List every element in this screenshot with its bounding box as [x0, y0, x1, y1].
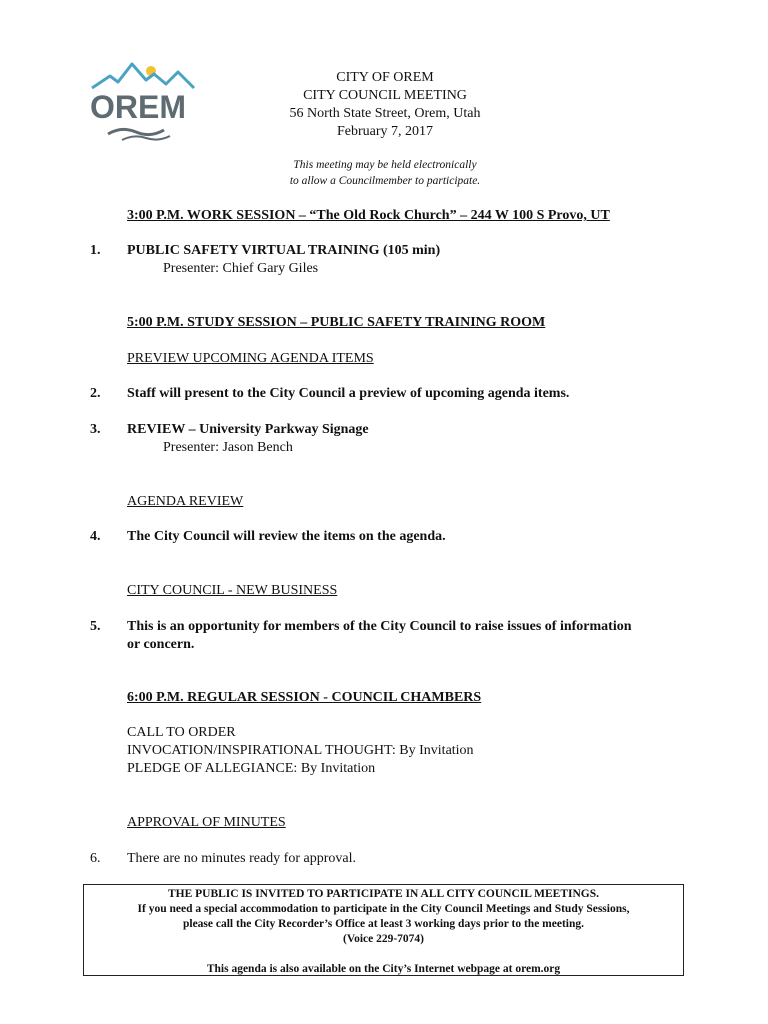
- item-1-title: PUBLIC SAFETY VIRTUAL TRAINING (105 min): [127, 243, 441, 258]
- logo-wordmark: OREM: [90, 89, 186, 125]
- invocation: INVOCATION/INSPIRATIONAL THOUGHT: By Invitation: [127, 743, 474, 758]
- notice-line-2: If you need a special accommodation to participate in the City Council Meetings and Study Sessions,: [137, 903, 630, 915]
- header-address: 56 North State Street, Orem, Utah: [289, 106, 481, 121]
- item-3-presenter: Presenter: Jason Bench: [163, 440, 293, 455]
- item-5-line-2: or concern.: [127, 637, 195, 652]
- item-number: 3.: [90, 422, 101, 437]
- item-3-title: REVIEW – University Parkway Signage: [127, 422, 369, 437]
- electronic-note-1: This meeting may be held electronically: [293, 159, 477, 171]
- pledge: PLEDGE OF ALLEGIANCE: By Invitation: [127, 761, 376, 776]
- study-session-heading: 5:00 P.M. STUDY SESSION – PUBLIC SAFETY TRAINING ROOM: [127, 315, 546, 330]
- item-2-text: Staff will present to the City Council a preview of upcoming agenda items.: [127, 386, 570, 401]
- notice-line-1: THE PUBLIC IS INVITED TO PARTICIPATE IN ALL CITY COUNCIL MEETINGS.: [167, 888, 600, 900]
- header-date: February 7, 2017: [336, 124, 434, 139]
- orem-logo-graphic: [88, 58, 200, 144]
- electronic-note-2: to allow a Councilmember to participate.: [289, 175, 481, 187]
- item-6-text: There are no minutes ready for approval.: [127, 851, 356, 866]
- header-meeting: CITY COUNCIL MEETING: [303, 88, 467, 103]
- notice-spacer: [84, 947, 683, 962]
- minutes-heading: APPROVAL OF MINUTES: [127, 815, 286, 830]
- wave-icon: [108, 129, 164, 134]
- item-number: 4.: [90, 529, 101, 544]
- item-number: 2.: [90, 386, 101, 401]
- header-city: CITY OF OREM: [336, 70, 434, 85]
- notice-line-4: (Voice 229-7074): [342, 933, 425, 945]
- notice-line-3: please call the City Recorder’s Office at least 3 working days prior to the meeting.: [182, 918, 585, 930]
- item-4-text: The City Council will review the items on the agenda.: [127, 529, 446, 544]
- notice-line-5: This agenda is also available on the City’s Internet webpage at orem.org: [206, 963, 561, 975]
- item-5-line-1: This is an opportunity for members of the City Council to raise issues of information: [127, 619, 632, 634]
- agenda-review-heading: AGENDA REVIEW: [127, 494, 244, 509]
- regular-session-heading: 6:00 P.M. REGULAR SESSION - COUNCIL CHAMBERS: [127, 690, 482, 705]
- call-to-order: CALL TO ORDER: [127, 725, 236, 740]
- wave-icon-2: [122, 136, 170, 140]
- orem-logo: [88, 58, 200, 144]
- work-session-heading: 3:00 P.M. WORK SESSION – “The Old Rock Church” – 244 W 100 S Provo, UT: [127, 208, 610, 223]
- item-1-presenter: Presenter: Chief Gary Giles: [163, 261, 319, 276]
- preview-heading: PREVIEW UPCOMING AGENDA ITEMS: [127, 351, 374, 366]
- item-number: 1.: [90, 243, 101, 258]
- public-notice-box: [83, 884, 684, 976]
- mountains-icon: [92, 64, 194, 88]
- item-number: 6.: [90, 851, 101, 866]
- new-business-heading: CITY COUNCIL - NEW BUSINESS: [127, 583, 338, 598]
- item-number: 5.: [90, 619, 101, 634]
